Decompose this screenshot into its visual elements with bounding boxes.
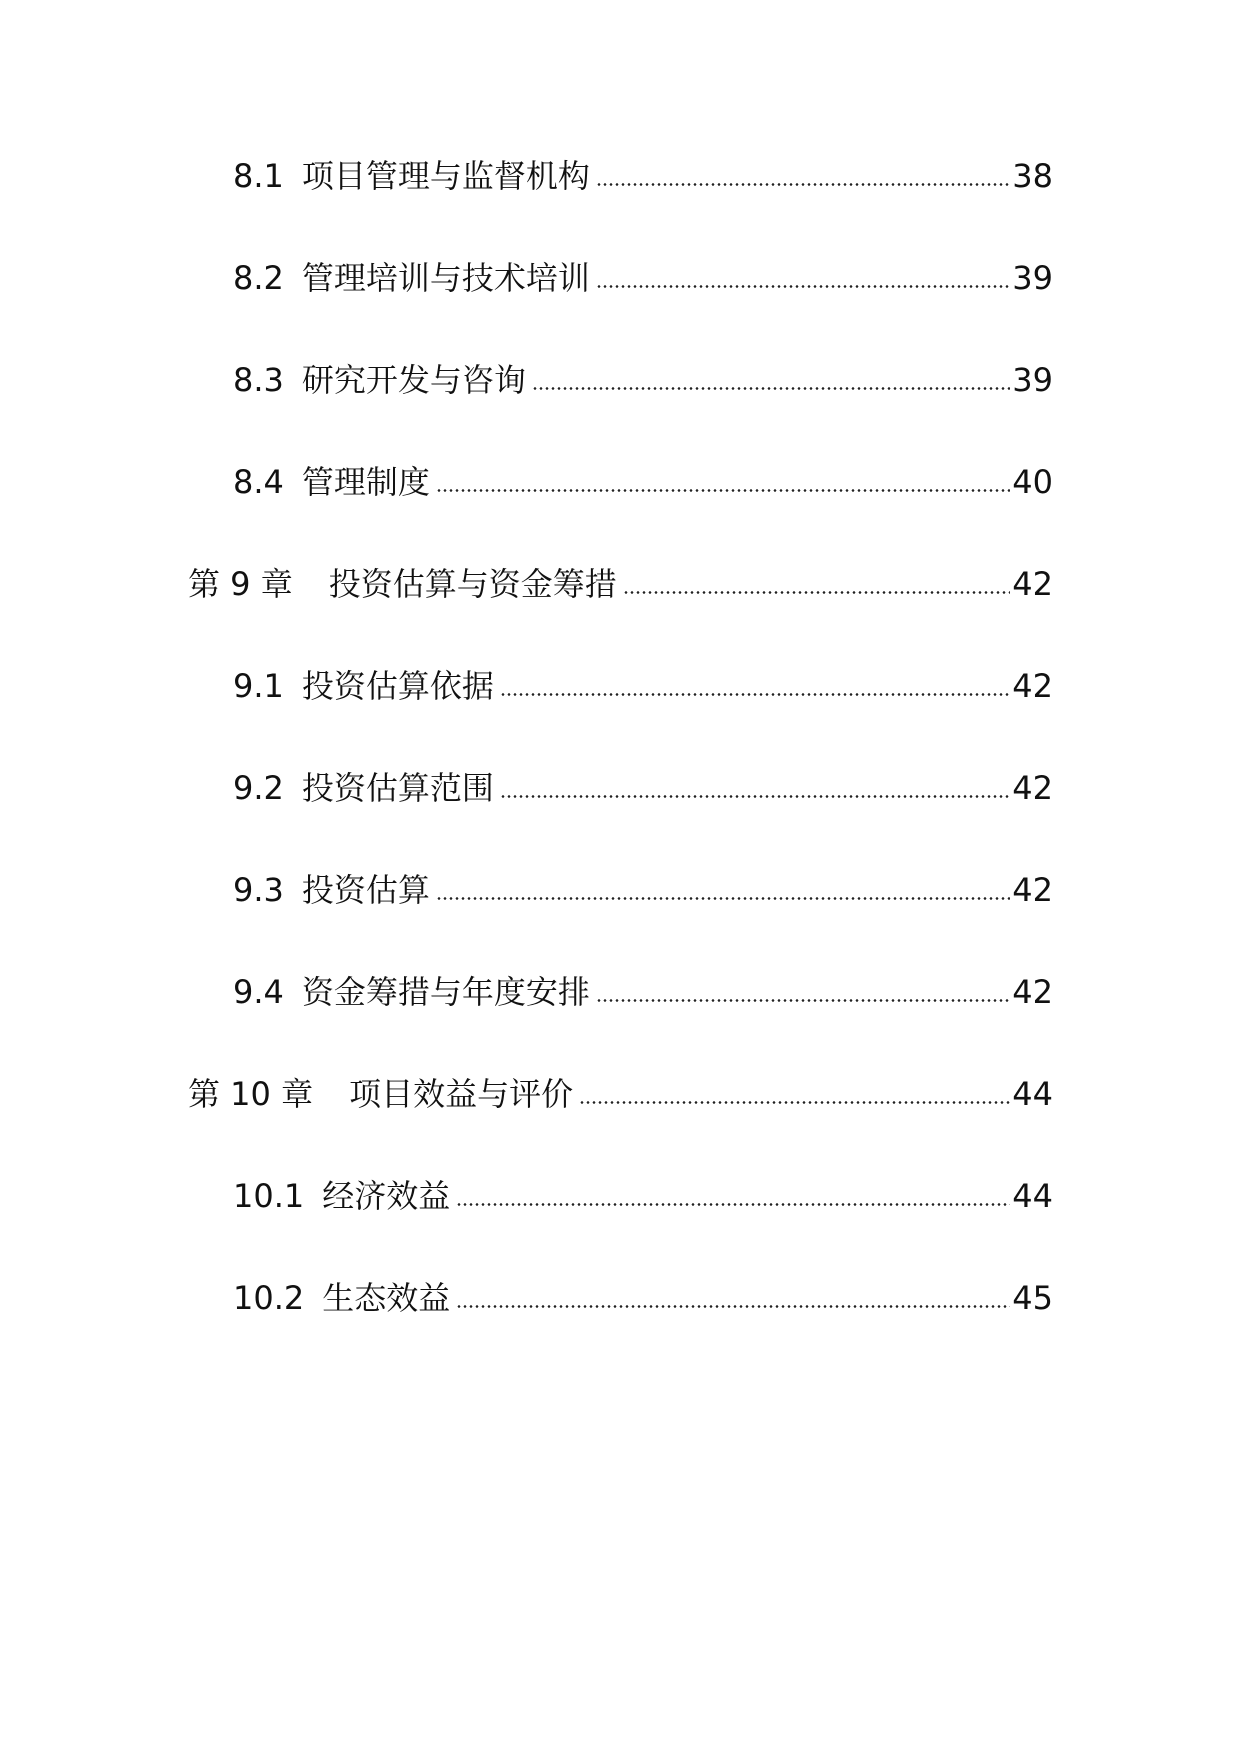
toc-entry-number: 9.4 [233,973,284,1011]
dot-leader [500,764,1010,812]
toc-entry-8-2[interactable] [233,254,1053,302]
toc-entry-number: 10.2 [233,1279,305,1317]
toc-entry-title: 项目效益与评价 [349,1075,574,1113]
toc-entry-title: 资金筹措与年度安排 [301,973,590,1011]
toc-entry-number: 9.2 [233,769,284,807]
toc-entry-9-4[interactable] [233,968,1053,1016]
toc-entry-page-number: 39 [1012,259,1053,297]
toc-entry-title: 项目管理与监督机构 [301,157,590,195]
dot-leader [456,1274,1010,1322]
toc-entry-title: 投资估算范围 [301,769,494,807]
dot-leader [436,866,1010,914]
dot-leader [532,356,1010,404]
toc-entry-9-3[interactable] [233,866,1053,914]
toc-entry-title: 研究开发与咨询 [301,361,526,399]
toc-entry-number: 8.3 [233,361,284,399]
toc-entry-page-number: 38 [1012,157,1053,195]
toc-entry-page-number: 42 [1012,769,1053,807]
toc-entry-title: 经济效益 [322,1177,451,1215]
toc-entry-chapter-9[interactable] [188,560,1053,608]
dot-leader [623,560,1011,608]
toc-entry-title: 管理制度 [301,463,430,501]
toc-entry-page-number: 44 [1012,1177,1053,1215]
toc-entry-9-1[interactable] [233,662,1053,710]
toc-entry-title: 投资估算与资金筹措 [328,565,617,603]
toc-entry-title: 投资估算 [301,871,430,909]
dot-leader [456,1172,1010,1220]
toc-entry-number: 8.4 [233,463,284,501]
toc-entry-8-3[interactable] [233,356,1053,404]
toc-entry-number: 9.1 [233,667,284,705]
toc-entry-title: 生态效益 [322,1279,451,1317]
toc-entry-page-number: 44 [1012,1075,1053,1113]
dot-leader [500,662,1010,710]
toc-entry-page-number: 42 [1012,667,1053,705]
toc-entry-10-1[interactable] [233,1172,1053,1220]
toc-entry-number: 8.1 [233,157,284,195]
dot-leader [596,968,1010,1016]
toc-entry-chapter-10[interactable] [188,1070,1053,1118]
dot-leader [596,152,1010,200]
dot-leader [579,1070,1010,1118]
toc-entry-9-2[interactable] [233,764,1053,812]
toc-entry-10-2[interactable] [233,1274,1053,1322]
toc-chapter-number: 第 10 章 [188,1075,314,1113]
toc-entry-page-number: 39 [1012,361,1053,399]
toc-entry-page-number: 45 [1012,1279,1053,1317]
toc-chapter-number: 第 9 章 [188,565,293,603]
toc-entry-page-number: 42 [1012,871,1053,909]
toc-entry-8-1[interactable] [233,152,1053,200]
toc-entry-title: 管理培训与技术培训 [301,259,590,297]
toc-entry-page-number: 40 [1012,463,1053,501]
toc-entry-number: 10.1 [233,1177,305,1215]
toc-entry-number: 8.2 [233,259,284,297]
toc-entry-page-number: 42 [1012,565,1053,603]
toc-entry-title: 投资估算依据 [301,667,494,705]
dot-leader [436,458,1010,506]
toc-entry-8-4[interactable] [233,458,1053,506]
dot-leader [596,254,1010,302]
toc-entry-number: 9.3 [233,871,284,909]
toc-entry-page-number: 42 [1012,973,1053,1011]
